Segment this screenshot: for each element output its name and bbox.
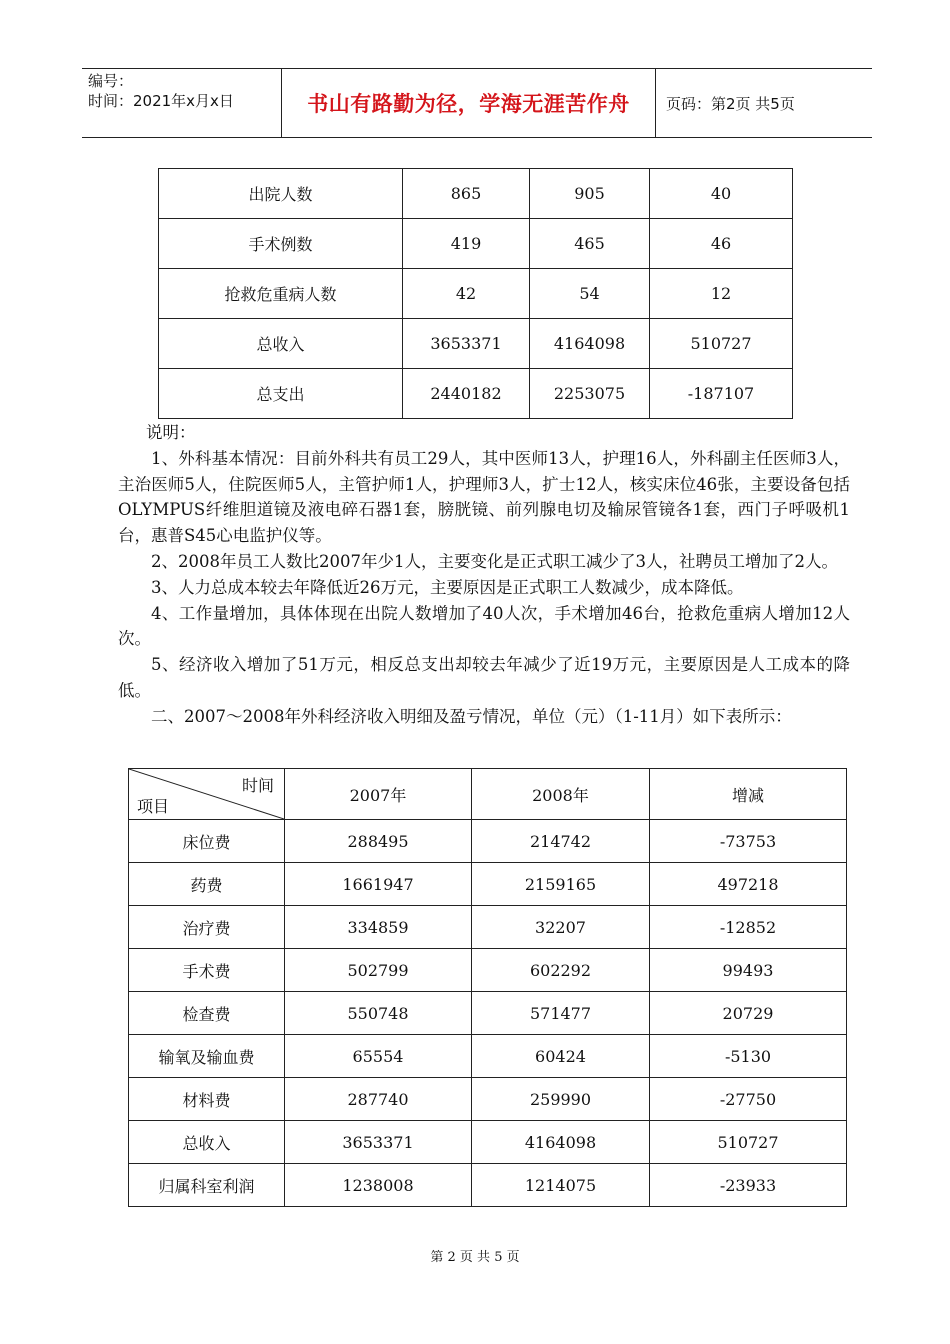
table-cell: 905 <box>530 169 650 219</box>
table-cell: 287740 <box>285 1078 472 1121</box>
note-label: 说明： <box>146 423 196 442</box>
table-row <box>129 1078 847 1121</box>
income-table <box>128 768 847 1207</box>
page-footer: 第 2 页 共 5 页 <box>430 1250 520 1265</box>
header-meta <box>82 69 282 137</box>
corner-item-label: 项目 <box>137 797 170 816</box>
table-row <box>129 820 847 863</box>
table-cell: 571477 <box>472 992 650 1035</box>
table-cell: 465 <box>530 219 650 269</box>
table-cell: 214742 <box>472 820 650 863</box>
corner-time-label: 时间 <box>241 776 274 795</box>
table-cell: -5130 <box>650 1035 847 1078</box>
diagonal-line <box>129 769 284 819</box>
table-cell: -12852 <box>650 906 847 949</box>
table-cell: 46 <box>650 219 793 269</box>
table-cell: 419 <box>403 219 530 269</box>
document-time: 时间：2021年x月x日 <box>88 92 234 110</box>
paragraph-4: 4、工作量增加，具体体现在出院人数增加了40人次，手术增加46台，抢救危重病人增加12人次。 <box>118 603 850 649</box>
table-cell: 3653371 <box>285 1121 472 1164</box>
header-2007: 2007年 <box>285 769 472 820</box>
table-row <box>159 219 793 269</box>
table-cell: 4164098 <box>472 1121 650 1164</box>
paragraph-6: 二、2007～2008年外科经济收入明细及盈亏情况，单位（元）（1-11月）如下表所示： <box>151 706 792 726</box>
table-cell: 602292 <box>472 949 650 992</box>
table-header-row <box>129 769 847 820</box>
table-cell: 99493 <box>650 949 847 992</box>
table-cell: 510727 <box>650 319 793 369</box>
table-cell: 32207 <box>472 906 650 949</box>
header-page-info: 页码：第2页 共5页 <box>666 94 795 113</box>
table-row <box>129 949 847 992</box>
table-cell: 497218 <box>650 863 847 906</box>
table-cell: 2440182 <box>403 369 530 419</box>
table-cell: -23933 <box>650 1164 847 1207</box>
table-cell: 抢救危重病人数 <box>159 269 403 319</box>
table-cell: 总收入 <box>129 1121 285 1164</box>
table-cell: 3653371 <box>403 319 530 369</box>
table-row <box>129 1164 847 1207</box>
table-cell: 20729 <box>650 992 847 1035</box>
table-cell: 材料费 <box>129 1078 285 1121</box>
table-cell: -187107 <box>650 369 793 419</box>
table-cell: 总支出 <box>159 369 403 419</box>
stats-table <box>158 168 793 419</box>
table-cell: 检查费 <box>129 992 285 1035</box>
page-header <box>82 68 872 138</box>
diagonal-header-cell <box>129 769 285 820</box>
table-cell: 259990 <box>472 1078 650 1121</box>
paragraph-3: 3、人力总成本较去年降低近26万元，主要原因是正式职工人数减少，成本降低。 <box>151 577 744 597</box>
paragraph-2: 2、2008年员工人数比2007年少1人，主要变化是正式职工减少了3人，社聘员工增加了2人。 <box>151 551 838 571</box>
body-text <box>118 420 850 730</box>
document-number-label: 编号： <box>88 72 134 90</box>
table-cell: 65554 <box>285 1035 472 1078</box>
paragraph-1: 1、外科基本情况：目前外科共有员工29人，其中医师13人，护理16人，外科副主任医师3人，主治医师5人，住院医师5人，主管护师1人，护理师3人，扩士12人，核实床位46张，主要设备包括OLYMPUS纤维胆道镜及液电碎石器1套，膀胱镜、前列腺电切及输尿管镜各1套，西门子呼吸机1台，惠普S45心电监护仪等。 <box>118 448 850 546</box>
table-row <box>129 863 847 906</box>
table-cell: 总收入 <box>159 319 403 369</box>
table-cell: -27750 <box>650 1078 847 1121</box>
table-cell: 12 <box>650 269 793 319</box>
table-row <box>159 369 793 419</box>
table-cell: 归属科室利润 <box>129 1164 285 1207</box>
table-cell: -73753 <box>650 820 847 863</box>
table-cell: 2159165 <box>472 863 650 906</box>
paragraph-5: 5、经济收入增加了51万元，相反总支出却较去年减少了近19万元，主要原因是人工成本的降低。 <box>118 655 850 700</box>
table-cell: 510727 <box>650 1121 847 1164</box>
table-cell: 手术费 <box>129 949 285 992</box>
table-cell: 42 <box>403 269 530 319</box>
table-cell: 60424 <box>472 1035 650 1078</box>
table-cell: 40 <box>650 169 793 219</box>
table-row <box>129 906 847 949</box>
table-cell: 1661947 <box>285 863 472 906</box>
table-cell: 药费 <box>129 863 285 906</box>
table-cell: 4164098 <box>530 319 650 369</box>
table-row <box>129 992 847 1035</box>
table-cell: 54 <box>530 269 650 319</box>
table-row <box>129 1035 847 1078</box>
table-row <box>129 1121 847 1164</box>
table-cell: 2253075 <box>530 369 650 419</box>
table-cell: 出院人数 <box>159 169 403 219</box>
table-row <box>159 169 793 219</box>
table-cell: 865 <box>403 169 530 219</box>
table-cell: 床位费 <box>129 820 285 863</box>
table-cell: 550748 <box>285 992 472 1035</box>
table-cell: 治疗费 <box>129 906 285 949</box>
table-cell: 1214075 <box>472 1164 650 1207</box>
header-2008: 2008年 <box>472 769 650 820</box>
table-cell: 1238008 <box>285 1164 472 1207</box>
table-cell: 502799 <box>285 949 472 992</box>
table-cell: 334859 <box>285 906 472 949</box>
table-row <box>159 269 793 319</box>
header-motto: 书山有路勤为径，学海无涯苦作舟 <box>282 69 656 137</box>
table-cell: 288495 <box>285 820 472 863</box>
header-change: 增减 <box>650 769 847 820</box>
table-row <box>159 319 793 369</box>
table-cell: 手术例数 <box>159 219 403 269</box>
table-cell: 输氧及输血费 <box>129 1035 285 1078</box>
